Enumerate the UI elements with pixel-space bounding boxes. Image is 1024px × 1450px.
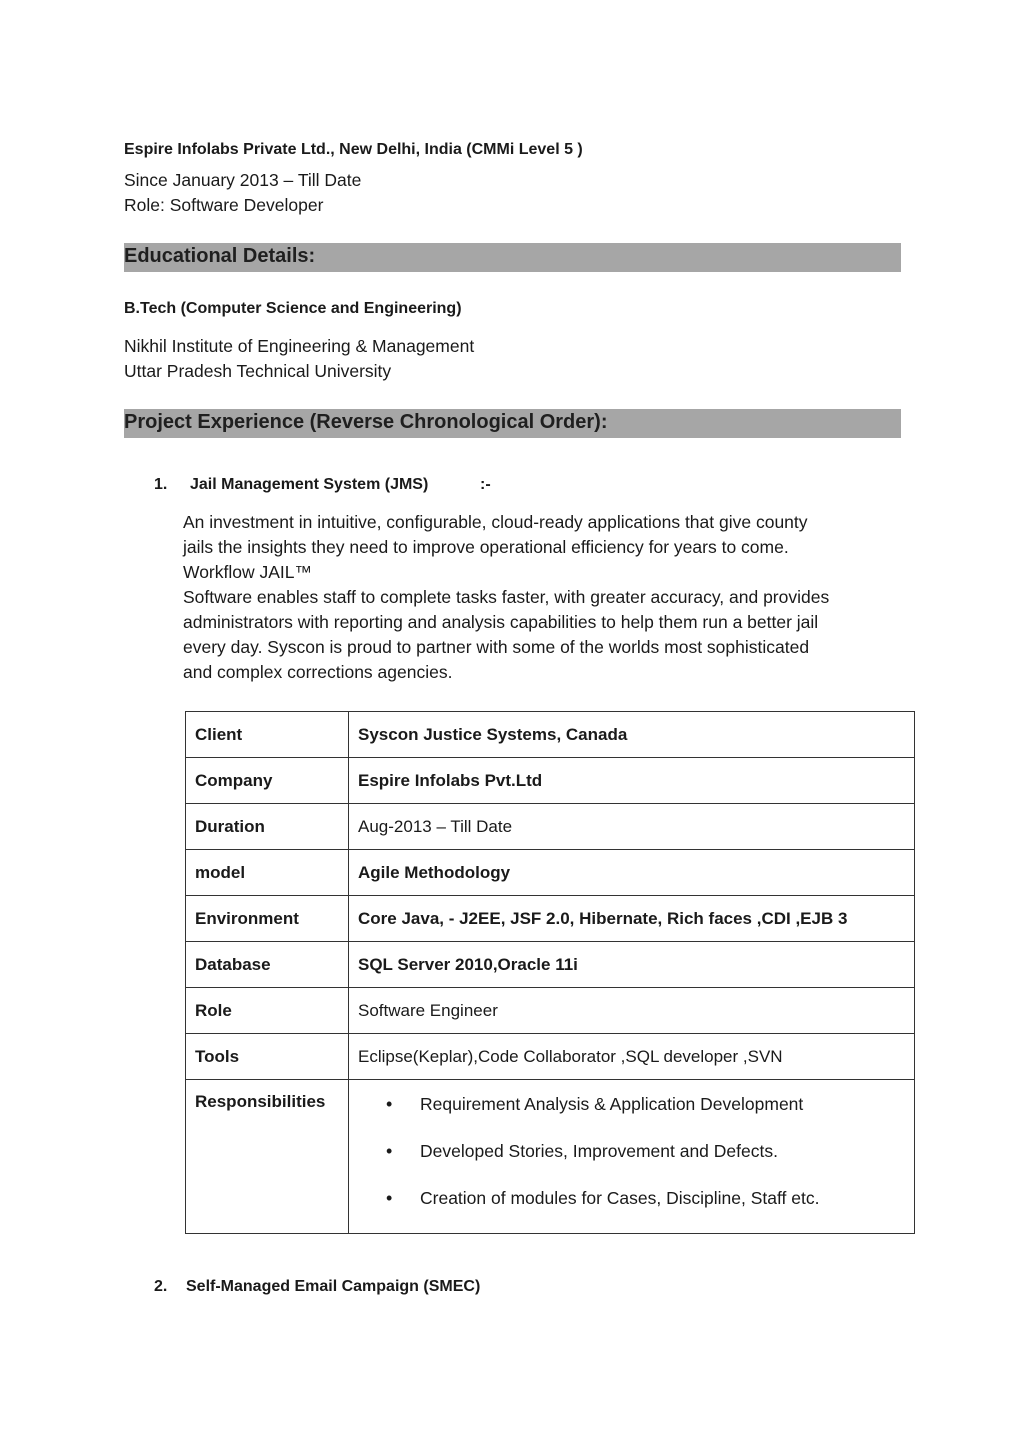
tools-label: Tools [186,1034,349,1080]
table-row [186,758,915,804]
project-1-description-line: An investment in intuitive, configurable, cloud-ready applications that give county [183,512,808,532]
projects-heading: Project Experience (Reverse Chronological Order): [124,411,608,433]
role-label: Role [186,988,349,1034]
bullet-icon: • [386,1094,393,1114]
project-1-number: 1. [154,476,168,493]
table-row [186,804,915,850]
table-row [186,942,915,988]
responsibility-text: Requirement Analysis & Application Development [420,1094,804,1114]
project-1-description-line: Software enables staff to complete tasks faster, with greater accuracy, and provides [183,587,830,607]
role-value: Software Engineer [349,988,915,1034]
model-label: model [186,850,349,896]
environment-label: Environment [186,896,349,942]
employment-period: Since January 2013 – Till Date [124,170,362,190]
table-row [186,896,915,942]
client-label: Client [186,712,349,758]
responsibility-text: Developed Stories, Improvement and Defects. [420,1141,778,1161]
project-1-description-line: and complex corrections agencies. [183,662,453,682]
table-row [186,988,915,1034]
table-row [186,850,915,896]
institute: Nikhil Institute of Engineering & Management [124,336,475,356]
list-item [386,1186,905,1233]
model-value: Agile Methodology [349,850,915,896]
project-1-suffix: :- [480,476,491,493]
project-2-title: Self-Managed Email Campaign (SMEC) [186,1278,481,1295]
project-1-description-line: jails the insights they need to improve operational efficiency for years to come. [183,537,789,557]
project-1-description-line: Workflow JAIL™ [183,562,313,582]
company-label: Company [186,758,349,804]
project-1-details-table [185,711,915,1234]
duration-label: Duration [186,804,349,850]
employment-role: Role: Software Developer [124,195,324,215]
database-value: SQL Server 2010,Oracle 11i [349,942,915,988]
table-row [186,1034,915,1080]
database-label: Database [186,942,349,988]
project-2-number: 2. [154,1278,168,1295]
responsibilities-cell [349,1080,915,1234]
list-item [386,1139,905,1186]
project-1-description-line: administrators with reporting and analysis capabilities to help them run a better jail [183,612,819,632]
university: Uttar Pradesh Technical University [124,361,392,381]
employer-heading: Espire Infolabs Private Ltd., New Delhi, India (CMMi Level 5 ) [124,141,583,158]
tools-value: Eclipse(Keplar),Code Collaborator ,SQL developer ,SVN [349,1034,915,1080]
bullet-icon: • [386,1188,393,1208]
table-row [186,712,915,758]
responsibilities-list [358,1080,905,1233]
company-value: Espire Infolabs Pvt.Ltd [349,758,915,804]
list-item [386,1092,905,1139]
education-section-bar [124,243,901,272]
project-1-title: Jail Management System (JMS) [190,476,429,493]
bullet-icon: • [386,1141,393,1161]
projects-section-bar [124,409,901,438]
degree: B.Tech (Computer Science and Engineering) [124,300,462,317]
project-1-description-line: every day. Syscon is proud to partner with some of the worlds most sophisticated [183,637,810,657]
education-heading: Educational Details: [124,245,316,267]
duration-value: Aug-2013 – Till Date [349,804,915,850]
environment-value: Core Java, - J2EE, JSF 2.0, Hibernate, Rich faces ,CDI ,EJB 3 [349,896,915,942]
client-value: Syscon Justice Systems, Canada [349,712,915,758]
responsibilities-label: Responsibilities [186,1080,349,1234]
table-row [186,1080,915,1234]
responsibility-text: Creation of modules for Cases, Discipline, Staff etc. [420,1188,820,1208]
